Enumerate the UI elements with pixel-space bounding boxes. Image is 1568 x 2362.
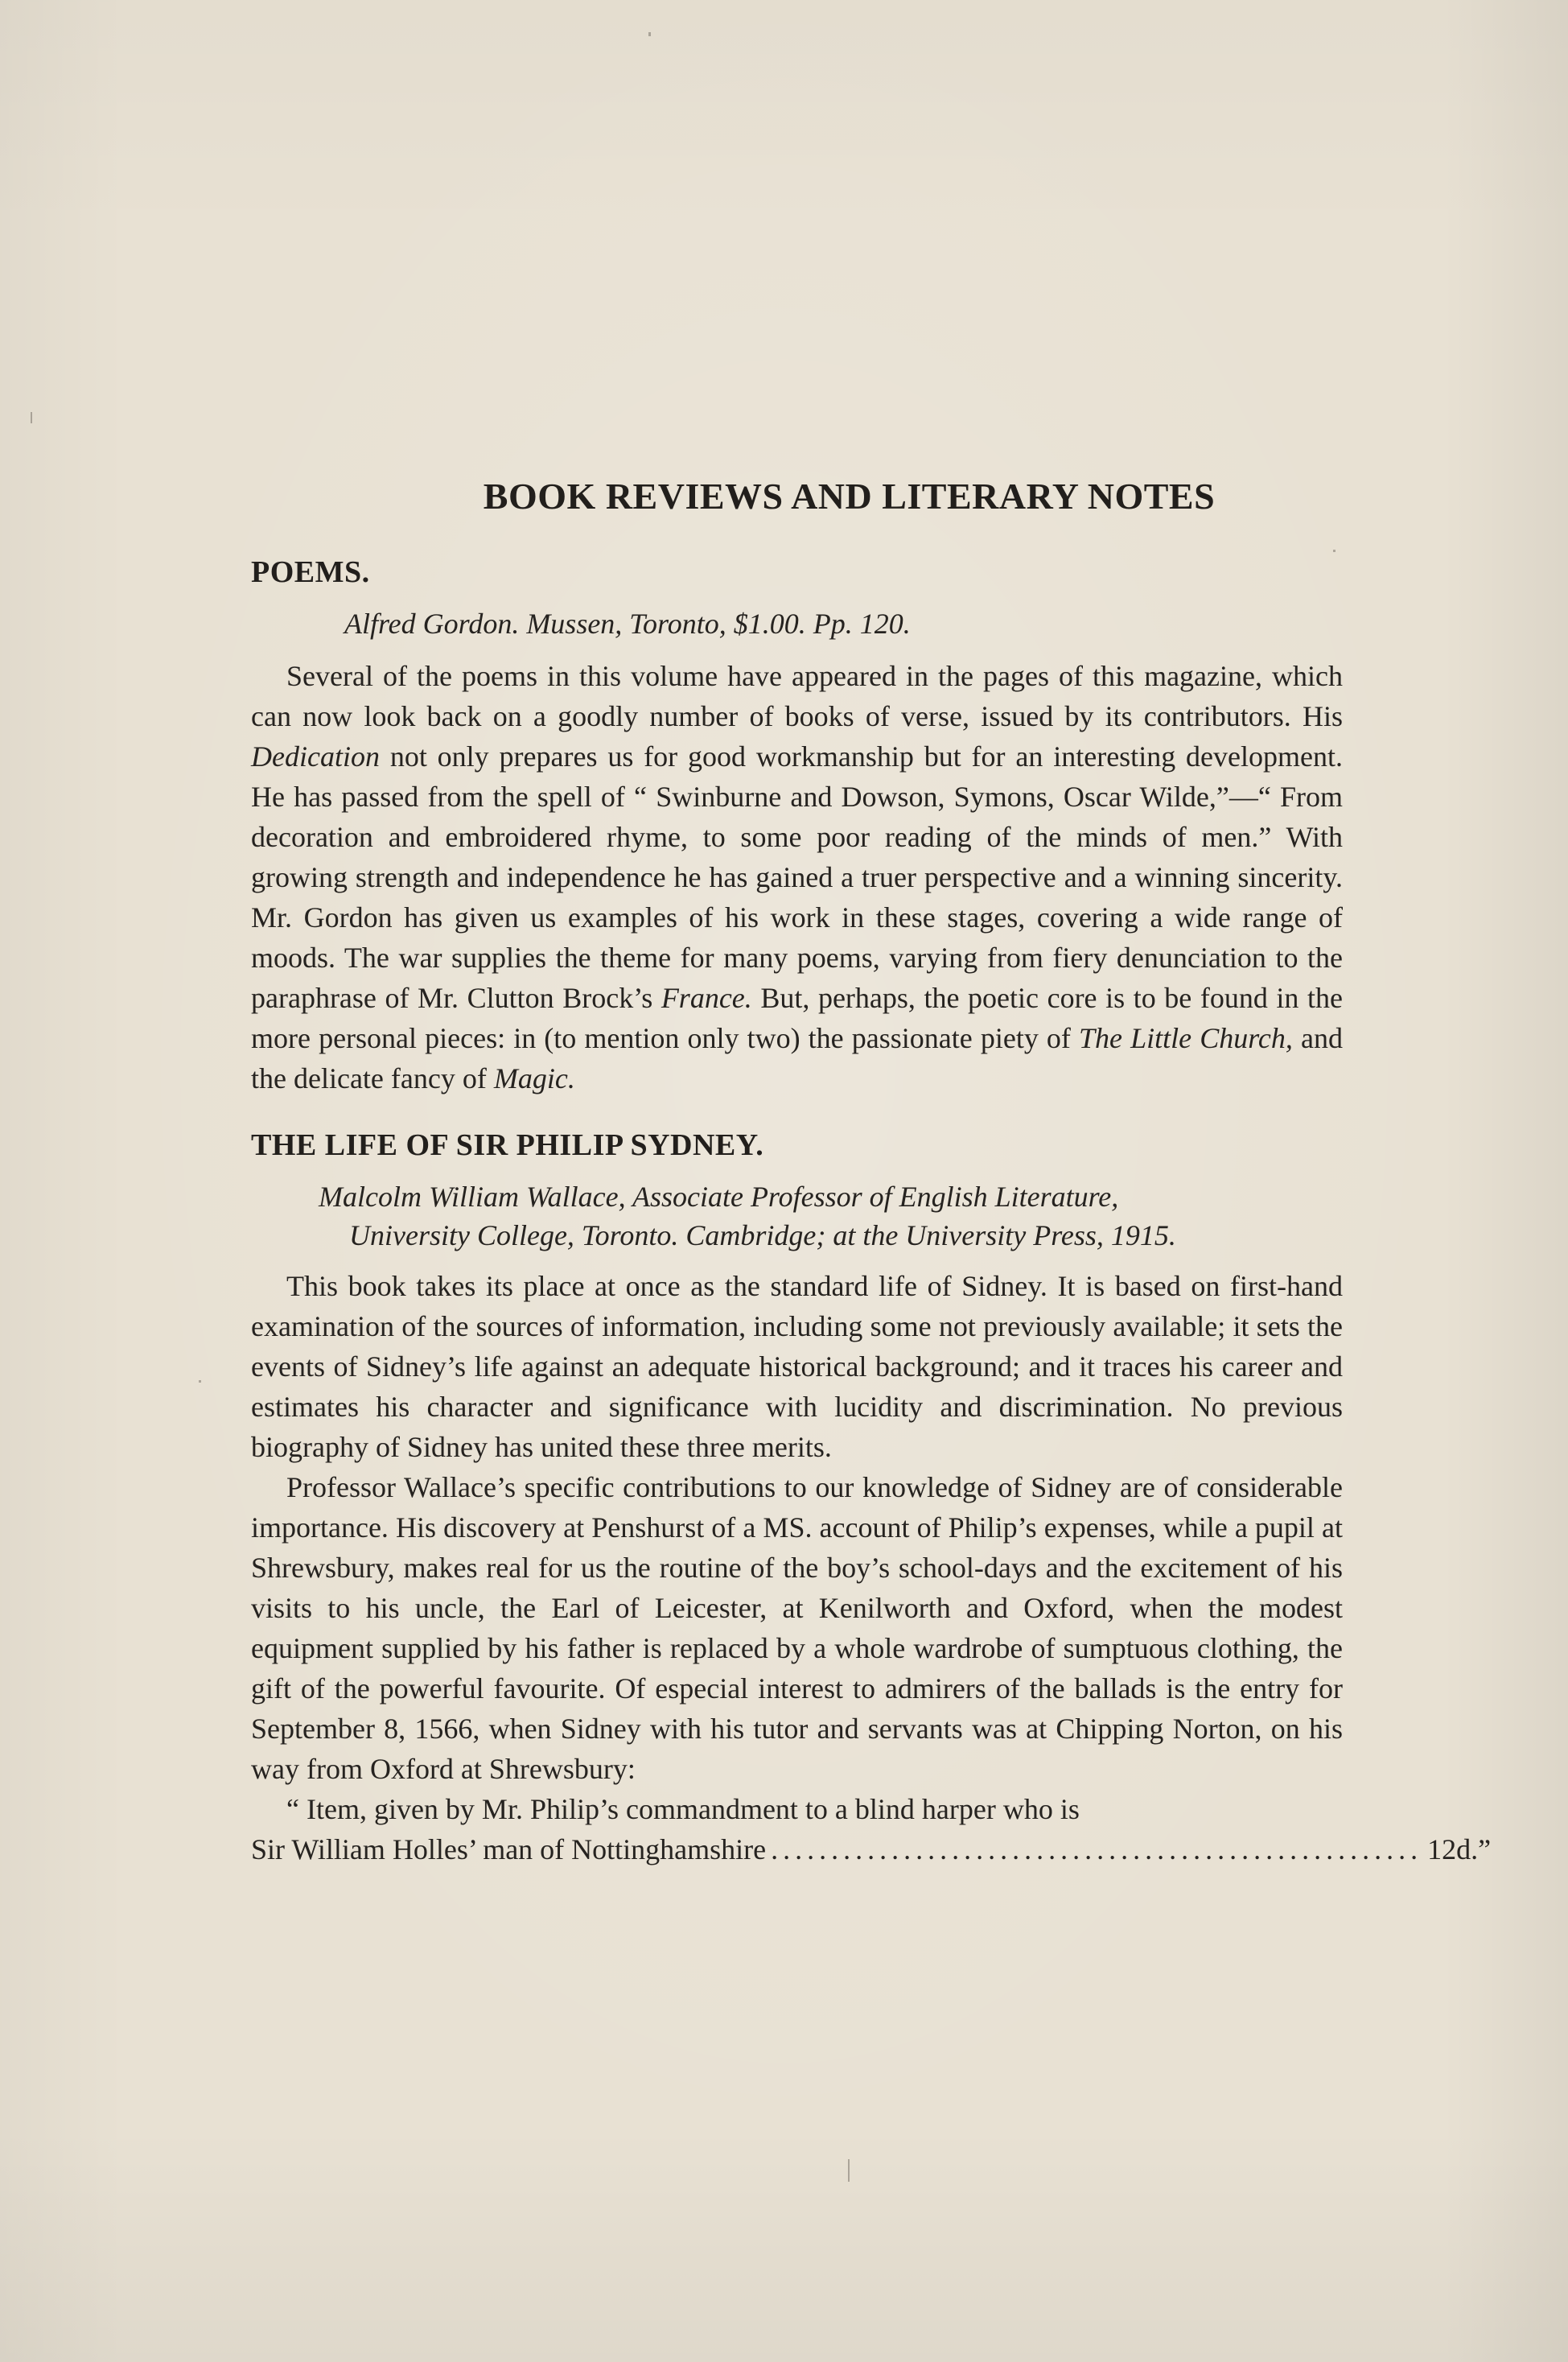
italic-title: The Little Church, [1079, 1022, 1293, 1054]
review-byline [319, 1177, 1343, 1255]
speck [199, 1380, 201, 1383]
ledger-item: Sir William Holles’ man of Nottinghamshire [251, 1833, 767, 1865]
section-gap [251, 1099, 1343, 1127]
italic-title: France. [661, 982, 752, 1014]
speck [848, 2159, 850, 2182]
byline-line: Malcolm William Wallace, Associate Professor of English Literature, [319, 1181, 1119, 1213]
page-heading: BOOK REVIEWS AND LITERARY NOTES [483, 476, 1216, 517]
review-title: THE LIFE OF SIR PHILIP SYDNEY. [251, 1128, 764, 1162]
review-body [251, 1266, 1343, 1789]
review-poems [251, 554, 1343, 1099]
body-paragraph: Professor Wallace’s specific contributions to our knowledge of Sidney are of considerable importance. His discovery at Penshurst of a MS. account of Philip’s expenses, while a pupil at Shrewsbury, makes real for us the routine of the boy’s school-days and the excitement of his visits to his uncle, the Earl of Leicester, at Kenilworth and Oxford, when the modest equipment supplied by his father is replaced by a whole wardrobe of sumptuous clothing, the gift of the powerful favourite. Of especial interest to admirers of the ballads is the entry for September 8, 1566, when Sidney with his tutor and servants was at Chipping Norton, on his way from Oxford at Shrewsbury: [251, 1471, 1343, 1785]
review-byline: Alfred Gordon. Mussen, Toronto, $1.00. Pp. 120. [344, 608, 911, 640]
review-title: POEMS. [251, 555, 370, 589]
speck [31, 412, 32, 423]
quote-line: “ Item, given by Mr. Philip’s commandment to a blind harper who is [286, 1793, 1080, 1825]
ledger-amount: 12d.” [1427, 1833, 1492, 1865]
review-body [251, 656, 1343, 1099]
review-sidney [251, 1127, 1492, 1869]
italic-title: Dedication [251, 740, 380, 773]
italic-title: Magic. [493, 1062, 575, 1094]
speck [648, 32, 651, 36]
byline-line: University College, Toronto. Cambridge; at the University Press, 1915. [349, 1219, 1176, 1251]
text-column [251, 475, 1492, 1869]
body-paragraph: This book takes its place at once as the standard life of Sidney. It is based on first-hand examination of the sources of information, including some not previously available; it sets the events of Sidney’s life against an adequate historical background; and it traces his career and estimates his character and significance with lucidity and discrimination. No previous biography of Sidney has united these three merits. [251, 1270, 1343, 1463]
quote-line-ledger [251, 1829, 1492, 1869]
dot-leader: ...................................................... [771, 1833, 1423, 1865]
body-paragraph: Several of the poems in this volume have appeared in the pages of this magazine, which can now look back on a goodly number of books of verse, issued by its contributors. His Dedication not only prepares us for good workmanship but for an interesting development. He has passed from the spell of “ Swinburne and Dowson, Symons, Oscar Wilde,”—“ From decoration and embroidered rhyme, to some poor reading of the minds of men.” With growing strength and independence he has gained a truer perspective and a winning sincerity. Mr. Gordon has given us examples of his work in these stages, covering a wide range of moods. The war supplies the theme for many poems, varying from fiery denunciation to the paraphrase of Mr. Clutton Brock’s France. But, perhaps, the poetic core is to be found in the more personal pieces: in (to mention only two) the passionate piety of The Little Church, and the delicate fancy of Magic. [251, 660, 1343, 1094]
